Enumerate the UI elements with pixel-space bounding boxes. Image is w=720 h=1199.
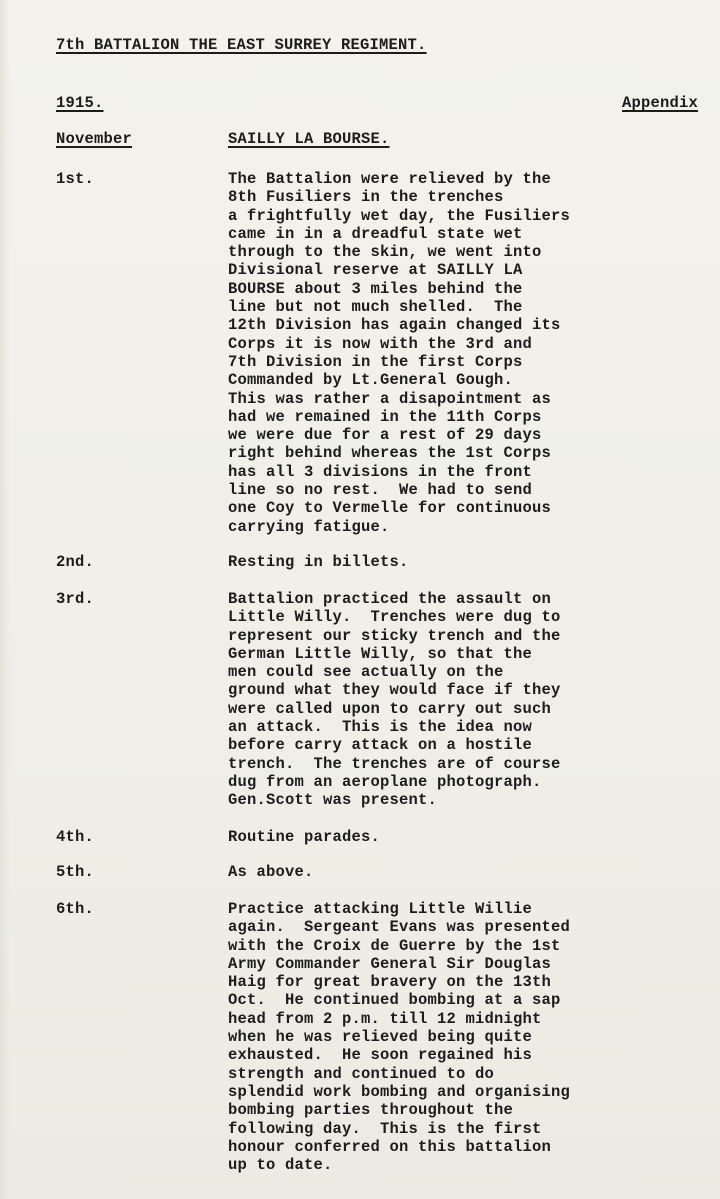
entry-date-3rd: 3rd. — [56, 590, 95, 608]
entry-text-6th: Practice attacking Little Willie again. Sergeant Evans was presented with the Croix de Guerre by the 1st Army Commander General Sir Douglas Haig for great bravery on the 13th Oct. He continued bombing at a sap head from 2 p.m. till 12 midnight when he was relieved being quite exhausted. He soon regained his strength and continued to do splendid work bombing and organising bombing parties throughout the following day. This is the first honour conferred on this battalion up to date. — [228, 900, 571, 1175]
place-heading: SAILLY LA BOURSE. — [228, 130, 390, 148]
entry-text-4th: Routine parades. — [228, 828, 381, 846]
year-heading: 1915. — [56, 94, 104, 112]
entry-date-5th: 5th. — [56, 863, 95, 881]
entry-date-6th: 6th. — [56, 900, 95, 918]
entry-date-2nd: 2nd. — [56, 553, 95, 571]
document-title: 7th BATTALION THE EAST SURREY REGIMENT. — [56, 36, 427, 54]
month-heading: November — [56, 130, 133, 148]
entry-text-5th: As above. — [228, 863, 314, 881]
entry-date-1st: 1st. — [56, 170, 95, 188]
appendix-label: Appendix — [622, 94, 699, 112]
entry-text-2nd: Resting in billets. — [228, 553, 409, 571]
entry-date-4th: 4th. — [56, 828, 95, 846]
entry-text-1st: The Battalion were relieved by the 8th Fusiliers in the trenches a frightfully wet day, the Fusiliers came in in a dreadful state wet through to the skin, we went into Divisional reserve at SAILLY LA BOURSE about 3 miles behind the line but not much shelled. The 12th Division has again changed its Corps it is now with the 3rd and 7th Division in the first Corps Commanded by Lt.General Gough. This was rather a disapointment as had we remained in the 11th Corps we were due for a rest of 29 days right behind whereas the 1st Corps has all 3 divisions in the front line so no rest. We had to send one Coy to Vermelle for continuous carrying fatigue. — [228, 170, 571, 536]
entry-text-3rd: Battalion practiced the assault on Little Willy. Trenches were dug to represent our sticky trench and the German Little Willy, so that the men could see actually on the ground what they would face if they were called upon to carry out such an attack. This is the idea now before carry attack on a hostile trench. The trenches are of course dug from an aeroplane photograph. Gen.Scott was present. — [228, 590, 561, 810]
